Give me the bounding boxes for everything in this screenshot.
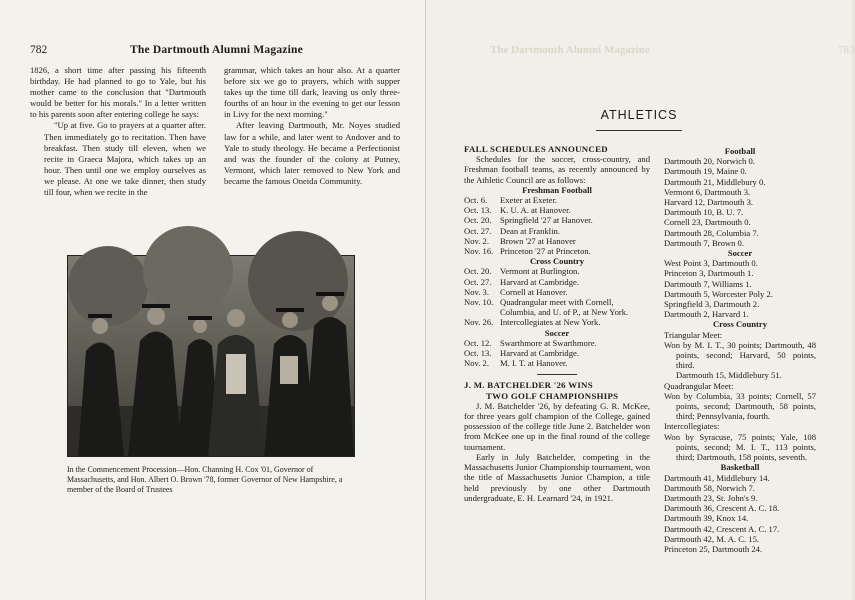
result-line: Dartmouth 36, Crescent A. C. 18. xyxy=(664,503,780,514)
result-line: Dartmouth 21, Middlebury 0. xyxy=(664,176,766,187)
schedule-row: Nov. 3. Cornell at Hanover. xyxy=(464,286,568,297)
golf-heading-line-2: TWO GOLF CHAMPIONSHIPS xyxy=(486,390,619,401)
result-line: Dartmouth 7, Brown 0. xyxy=(664,237,744,248)
cross-country-results-heading: Cross Country xyxy=(712,319,768,330)
result-line: West Point 3, Dartmouth 0. xyxy=(664,258,758,269)
schedules-column xyxy=(464,144,650,503)
cross-country-schedule xyxy=(464,266,650,327)
result-line: Dartmouth 41, Middlebury 14. xyxy=(664,472,770,483)
basketball-results-heading: Basketball xyxy=(720,462,760,473)
bleed-through-page-number: 783 xyxy=(838,44,855,56)
result-line: Dartmouth 28, Columbia 7. xyxy=(664,227,759,238)
result-line: Intercollegiates: xyxy=(664,421,720,432)
result-line: Cornell 23, Dartmouth 0. xyxy=(664,217,751,228)
left-page xyxy=(0,0,426,600)
result-line: Dartmouth 42, Crescent A. C. 17. xyxy=(664,523,780,534)
result-line: Won by Syracuse, 75 points; Yale, 108 points, second; M. I. T., 113 points, third; Dartmouth, 158 points, seventh. xyxy=(664,431,816,463)
schedule-row: Oct. 6. Exeter at Exeter. xyxy=(464,195,558,206)
schedule-row: Oct. 27. Dean at Franklin. xyxy=(464,225,560,236)
schedule-row: Nov. 2. M. I. T. at Hanover. xyxy=(464,358,568,369)
schedules-intro: Schedules for the soccer, cross-country, and Freshman football teams, as recently announced by the Athletic Council are as follows: xyxy=(464,154,650,185)
page-number: 782 xyxy=(30,44,48,56)
result-line: Springfield 3, Dartmouth 2. xyxy=(664,299,760,310)
result-line: Dartmouth 2, Harvard 1. xyxy=(664,309,749,320)
soccer-schedule xyxy=(464,338,650,369)
section-divider xyxy=(537,374,577,375)
soccer-results-heading: Soccer xyxy=(727,248,753,259)
result-line: Princeton 25, Dartmouth 24. xyxy=(664,543,763,554)
photo-illustration xyxy=(68,256,354,456)
result-line: Won by Columbia, 33 points; Cornell, 57 points, second; Dartmouth, 58 points, third; Pennsylvania, fourth. xyxy=(664,390,816,422)
schedule-row: Oct. 27. Harvard at Cambridge. xyxy=(464,276,579,287)
golf-paragraph: J. M. Batchelder '26, by defeating G. R. McKee, for three years golf champion of the College, gained possession of the college title June 2. Batchelder won from McKee one up in the final round of the college tournament. xyxy=(464,400,650,452)
result-line: Princeton 3, Dartmouth 1. xyxy=(664,268,754,279)
result-line: Dartmouth 20, Norwich 0. xyxy=(664,156,755,167)
result-line: Triangular Meet: xyxy=(664,329,723,340)
schedule-row: Oct. 13. K. U. A. at Hanover. xyxy=(464,205,571,216)
schedule-row: Oct. 20. Vermont at Burlington. xyxy=(464,266,580,277)
schedule-row: Nov. 16. Princeton '27 at Princeton. xyxy=(464,246,591,257)
result-line: Dartmouth 42, M. A. C. 15. xyxy=(664,533,760,544)
commencement-photo xyxy=(67,255,355,457)
golf-heading-line-1: J. M. BATCHELDER '26 WINS xyxy=(464,380,593,391)
result-line: Harvard 12, Dartmouth 3. xyxy=(664,197,754,208)
results-column xyxy=(664,146,816,554)
paragraph: 1826, a short time after passing his fifteenth birthday. He had planned to go to Yale, but his mother came to the conclusion that "Dartmouth would be better for his morals." In a letter written to his parents soon after entering college he says: xyxy=(30,65,206,120)
fall-schedules-heading: FALL SCHEDULES ANNOUNCED xyxy=(464,144,608,154)
bleed-through-header: The Dartmouth Alumni Magazine xyxy=(490,44,650,56)
result-line: Quadrangular Meet: xyxy=(664,380,734,391)
golf-paragraph: Early in July Batchelder, competing in the Massachusetts Junior Championship tournament, won the title of Massachusetts Junior Champion, a title held previously by one other Dartmouth undergraduate, E. H. Learnard '24, in 1921. xyxy=(464,451,650,503)
freshman-football-heading: Freshman Football xyxy=(522,184,592,195)
running-header xyxy=(30,44,400,58)
text-column-2 xyxy=(224,65,400,187)
schedule-row: Nov. 2. Brown '27 at Hanover xyxy=(464,235,576,246)
result-line: Dartmouth 10, B. U. 7. xyxy=(664,207,744,218)
schedule-row: Nov. 26. Intercollegiates at New York. xyxy=(464,317,601,328)
section-title: ATHLETICS xyxy=(600,108,678,122)
result-line: Won by M. I. T., 30 points; Dartmouth, 48 points, second; Harvard, 50 points, third. xyxy=(664,339,816,371)
text-column-1 xyxy=(30,65,206,198)
result-line: Dartmouth 5, Worcester Poly 2. xyxy=(664,288,773,299)
letter-quote: "Up at five. Go to prayers at a quarter after. Then immediately go to recitation. Then have breakfast. Then study till eleven, when we recite in Graeca Majora, which takes up an hour. Then until one we employ ourselves as we please. At one we take dinner, then study till four, when we recite in the xyxy=(44,120,206,198)
paragraph: After leaving Dartmouth, Mr. Noyes studied law for a while, and later went to Andover and to Yale to study theology. He became a Perfectionist and was the founder of the colony at Putney, Vermont, which later removed to New York and became the famous Oneida Community. xyxy=(224,120,400,186)
schedule-row: Oct. 12. Swarthmore at Swarthmore. xyxy=(464,337,597,348)
result-line: Dartmouth 15, Middlebury 51. xyxy=(676,370,782,381)
cross-country-schedule-heading: Cross Country xyxy=(529,256,585,267)
schedule-row: Oct. 13. Harvard at Cambridge. xyxy=(464,348,579,359)
paragraph: grammar, which takes an hour also. At a quarter before six we go to prayers, which with supper takes up the time till dark, leaving us only three-fourths of an hour in the evening to get our lesson in Livy for the next morning." xyxy=(224,65,400,120)
soccer-schedule-heading: Soccer xyxy=(544,327,570,338)
title-rule xyxy=(596,130,682,131)
result-line: Dartmouth 19, Maine 0. xyxy=(664,166,747,177)
result-line: Vermont 6, Dartmouth 3. xyxy=(664,186,751,197)
result-line: Dartmouth 23, St. John's 9. xyxy=(664,492,758,503)
football-results-heading: Football xyxy=(724,146,756,156)
freshman-football-schedule xyxy=(464,195,650,256)
photo-caption: In the Commencement Procession—Hon. Channing H. Cox '01, Governor of Massachusetts, and Hon. Albert O. Brown '78, former Governor of New Hampshire, a member of the Board of Trustees xyxy=(67,465,343,495)
result-line: Dartmouth 7, Williams 1. xyxy=(664,278,752,289)
magazine-title: The Dartmouth Alumni Magazine xyxy=(130,44,303,56)
schedule-row: Nov. 10. Quadrangular meet with Cornell, Columbia, and U. of P., at New York. xyxy=(464,297,629,318)
schedule-row: Oct. 20. Springfield '27 at Hanover. xyxy=(464,215,593,226)
result-line: Dartmouth 58, Norwich 7. xyxy=(664,482,755,493)
result-line: Dartmouth 39, Knox 14. xyxy=(664,513,749,524)
